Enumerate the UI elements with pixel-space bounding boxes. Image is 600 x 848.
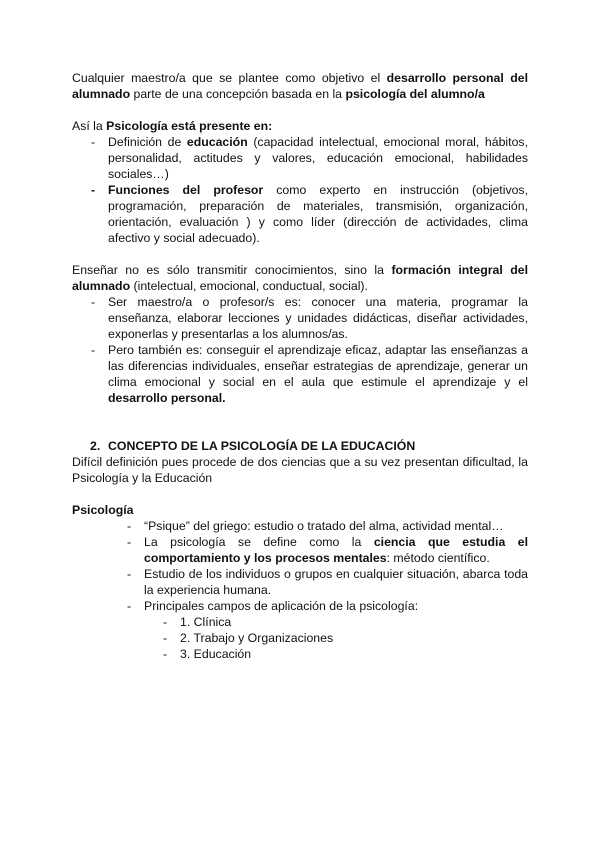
list-item: - 3. Educación bbox=[180, 646, 480, 662]
intro-bold-desarrollo: desarrollo personal del alumnado bbox=[72, 71, 528, 101]
presence-text: Así la bbox=[72, 119, 107, 133]
list-item bbox=[144, 598, 528, 614]
teaching-text: Enseñar no es sólo transmitir conocimientos, sino la bbox=[72, 263, 392, 277]
item-text-2: : método científico. bbox=[386, 551, 490, 565]
section-number: 2. bbox=[90, 439, 101, 453]
item-text: Pero también es: conseguir el aprendizaje eficaz, adaptar las enseñanzas a las diferencias individuales, enseñar estrategias de aprendizaje, generar un clima emocional y social en el aula que estimule el aprendizaje y el bbox=[108, 343, 528, 389]
section-intro: Difícil definición pues procede de dos ciencias que a su vez presentan dificultad, la Psicología y la Educación bbox=[72, 455, 528, 485]
item-text: La psicología se define como la bbox=[144, 535, 374, 549]
item-text-2: como experto en instrucción (objetivos, programación, preparación de materiales, transmisión, organización, orientación, evaluación ) y como líder (dirección de actividades, clima afectivo y social adecuado). bbox=[108, 183, 528, 245]
list-item bbox=[144, 566, 528, 598]
list-item bbox=[144, 518, 528, 534]
presence-paragraph bbox=[72, 118, 528, 134]
psicologia-heading: Psicología bbox=[72, 503, 134, 517]
list-item bbox=[108, 294, 528, 342]
item-text: Estudio de los individuos o grupos en cualquier situación, abarca toda la experiencia humana. bbox=[144, 567, 528, 597]
item-text: “Psique” del griego: estudio o tratado del alma, actividad mental… bbox=[144, 519, 504, 533]
list-item bbox=[108, 182, 528, 246]
intro-paragraph bbox=[72, 70, 528, 102]
teaching-text-2: (intelectual, emocional, conductual, social). bbox=[130, 279, 368, 293]
section-title: CONCEPTO DE LA PSICOLOGÍA DE LA EDUCACIÓN bbox=[108, 439, 416, 453]
list-item bbox=[144, 534, 528, 566]
psicologia-list bbox=[144, 518, 528, 614]
item-text: Principales campos de aplicación de la psicología: bbox=[144, 599, 419, 613]
intro-bold-psicologia: psicología del alumno/a bbox=[345, 87, 485, 101]
teaching-paragraph bbox=[72, 262, 528, 294]
item-bold: educación bbox=[186, 135, 248, 149]
item-bold: Funciones del profesor bbox=[108, 183, 264, 197]
teaching-bold: formación integral del alumnado bbox=[72, 263, 528, 293]
list-item bbox=[108, 134, 528, 182]
list-item bbox=[108, 342, 528, 406]
intro-text-2: parte de una concepción basada en la bbox=[130, 87, 346, 101]
item-text-2: (capacidad intelectual, emocional moral, hábitos, personalidad, actitudes y valores, educación emocional, habilidades sociales…) bbox=[108, 135, 528, 181]
list-item: - 2. Trabajo y Organizaciones bbox=[180, 630, 480, 646]
campos-list bbox=[180, 614, 480, 662]
item-text: Definición de bbox=[108, 135, 187, 149]
item-text: Ser maestro/a o profesor/s es: conocer una materia, programar la enseñanza, elaborar lecciones y unidades didácticas, diseñar actividades, exponerlas y presentarlas a los alumnos/as. bbox=[108, 295, 528, 341]
item-bold: ciencia que estudia el comportamiento y los procesos mentales bbox=[144, 535, 528, 565]
teacher-list bbox=[108, 294, 528, 406]
section-heading bbox=[90, 438, 528, 454]
presence-list bbox=[108, 134, 528, 246]
intro-text: Cualquier maestro/a que se plantee como objetivo el bbox=[72, 71, 387, 85]
list-item: - 1. Clínica bbox=[180, 614, 480, 630]
presence-bold: Psicología está presente en: bbox=[106, 119, 273, 133]
item-bold: desarrollo personal. bbox=[108, 391, 226, 405]
